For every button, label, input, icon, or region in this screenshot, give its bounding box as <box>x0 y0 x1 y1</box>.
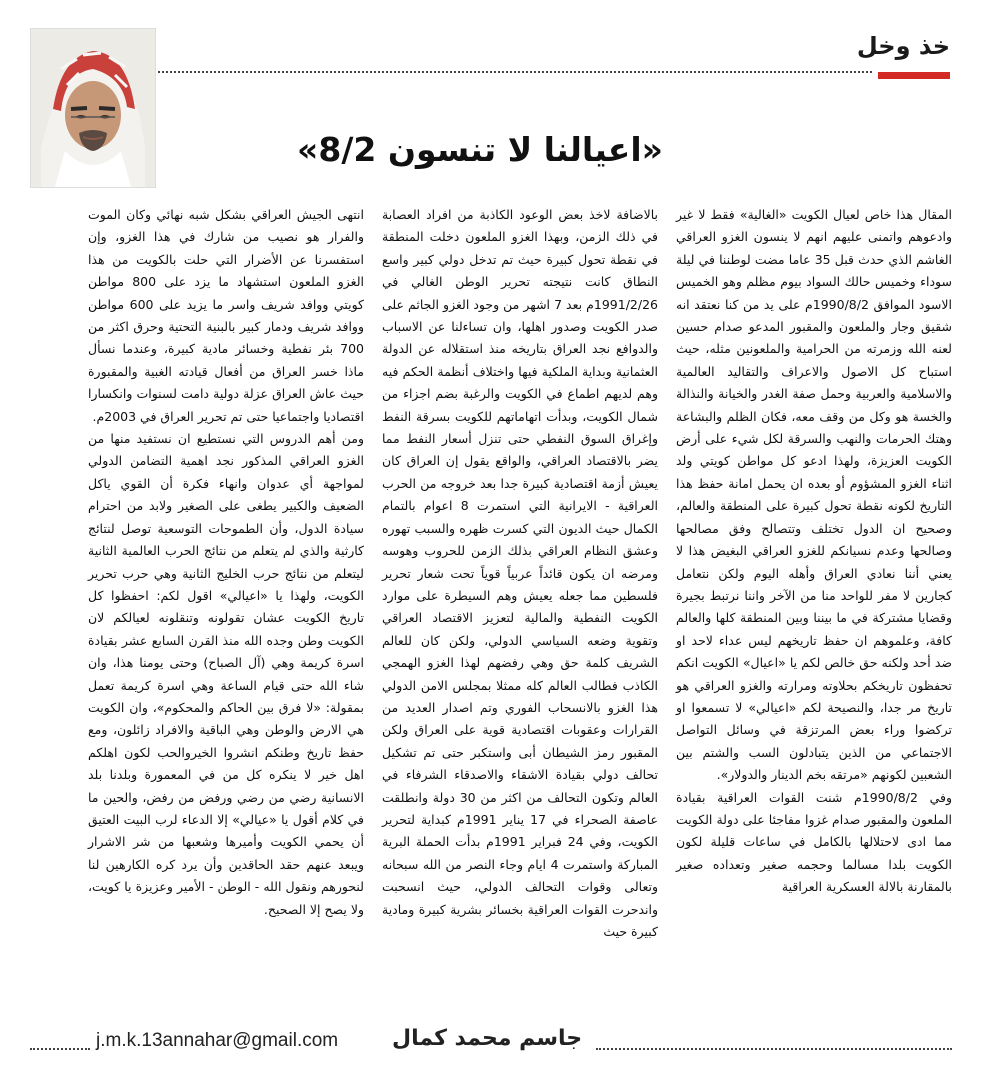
article-footer <box>0 1026 984 1058</box>
footer-divider-right <box>596 1048 952 1050</box>
article-column-3 <box>88 204 364 921</box>
paragraph: بالاضافة لاخذ بعض الوعود الكاذبة من افراد العصابة في ذلك الزمن، وبهذا الغزو الملعون دخلت المنطقة في نقطة تحول كبيرة حيث تم تدخل دولي كبير واسع النطاق كانت نتيجته تحرير الوطن الغالي في 1991/2/26م بعد 7 اشهر من وجود الغزو الجاثم على صدر الكويت وصدور اهلها، وان تساءلنا عن الاسباب والدوافع نجد العراق بتاريخه منذ استقلاله عن الدولة العثمانية وبداية الملكية فيها واختلاف أنظمة الحكم فيه وهم لديهم اطماع في الكويت والرغبة بضم اجزاء من شمال الكويت، وبدأت اتهاماتهم للكويت بسرقة النفط وإغراق السوق النفطي حتى تنزل أسعار النفط مما يضر بالاقتصاد العراقي، والواقع يقول إن العراق كان يعيش أزمة اقتصادية كبيرة جدا بعد خروجه من الحرب العراقية - الايرانية التي استمرت 8 اعوام بالتمام الكمال حيث الديون التي كسرت ظهره والسبب تهوره وعشق النظام العراقي بذلك الزمن للحروب وهوسه ومرضه ان يكون قائداً عربياً قوياً تحت شعار تحرير فلسطين مما جعله يعيش وهم السيطرة على موارد الكويت النفطية والمالية لتعزيز الاقتصاد العراقي وتقوية وضعه السياسي الدولي، ولكن كان للعالم الشريف كلمة حق وهي رفضهم لهذا الغزو الهمجي الكاذب فطالب العالم كله ممثلا بمجلس الامن الدولي هذا الغزو بالانسحاب الفوري وتم اصدار العديد من القرارات وعقوبات اقتصادية قوية على العراق ولكن المقبور رمز الشيطان أبى واستكبر حتى تم تشكيل تحالف دولي بقيادة الاشقاء والاصدقاء الشرفاء في العالم وتكون التحالف من اكثر من 30 دولة وانطلقت عاصفة الصحراء في 17 يناير 1991م كبداية لتحرير الكويت، وفي 24 فبراير 1991م بدأت الحملة البرية المباركة واستمرت 4 ايام وجاء النصر من الله سبحانه وتعالى وقوات التحالف الدولي، حيث انسحبت واندحرت القوات العراقية بخسائر بشرية كبيرة ومادية كبيرة حيث <box>382 207 658 939</box>
article-column-2 <box>382 204 658 943</box>
author-email[interactable]: j.m.k.13annahar@gmail.com <box>96 1030 339 1051</box>
footer-divider-left <box>30 1048 90 1050</box>
author-name: جاسم محمد كمال <box>392 1026 583 1051</box>
paragraph: ومن أهم الدروس التي نستطيع ان نستفيد منها من الغزو العراقي المذكور نجد اهمية التضامن الدولي لمواجهة أي عدوان وانهاء فكرة أن القوي ياكل الضعيف والكبير يطغى على الصغير ولابد من احترام سيادة الدول، وأن الطموحات التوسعية توصل لنتائج كارثية والذي لم يتعلم من نتائج الحرب العالمية الثانية ليتعلم من نتائج حرب الخليج الثانية وهي حرب تحرير الكويت، ولهذا يا «اعيالي» اقول لكم: احفظوا كل تاريخ الكويت عشان تقولونه وتنقلونه لعيالكم لان الكويت وطن وجده الله منذ القرن السابع عشر بقيادة اسرة كريمة وهي (آل الصباح) وحتى يومنا هذا، وان شاء الله حتى قيام الساعة وهي اسرة كريمة تعمل بمقولة: «لا فرق بين الحاكم والمحكوم»، وان الكويت هي الارض والوطن وهي الباقية والافراد زائلون، ومع حفظ تاريخ وطنكم انشروا الخيروالحب لكون اهلكم اهل خير لا ينكره كل من في المعمورة وبلدنا بلد الانسانية رضي من رضي ورفض من رفض، والحين ما في كلام أقول يا «عيالي» إلا الدعاء لرب البيت العتيق أن يحمي الكويت وأميرها وشعبها من شر الاشرار ويبعد عنهم حقد الحاقدين وأن يرد كره الكارهين لنا لنحورهم ونقول الله - الوطن - الأمير وعزيزة يا كويت، ولا يصح إلا الصحيح. <box>88 431 364 917</box>
section-title: خذ وخل <box>856 32 950 60</box>
header-divider <box>158 71 872 73</box>
article-headline: «اعيالنا لا تنسون 8/2» <box>297 130 663 169</box>
author-photo <box>30 28 156 188</box>
article-column-1 <box>676 204 952 899</box>
paragraph: وفي 1990/8/2م شنت القوات العراقية بقيادة الملعون والمقبور صدام غزوا مفاجئا على دولة الكويت مما ادى لاحتلالها بالكامل في ساعات قليلة لكون الكويت بلدا مسالما وحجمه صغير وتعداده صغير بالمقارنة بالالة العسكرية العراقية <box>676 789 952 895</box>
paragraph: انتهى الجيش العراقي بشكل شبه نهائي وكان الموت والفرار هو نصيب من شارك في هذا الغزو، وإن استفسرنا عن الأضرار التي حلت بالكويت من هذا الغزو الملعون استشهاد ما يزد على 800 مواطن كويتي ووافد شريف واسر ما يزيد على 600 مواطن ووافد شريف ودمار كبير بالبنية التحتية وحرق اكثر من 700 بئر نفطية وخسائر مادية كبيرة، وعندما نسأل ماذا خسر العراق من أفعال قيادته الغبية والمقبورة حيث عاش العراق عزلة دولية دامت لسنوات وانكسارا اقتصاديا واجتماعيا حتى تم تحرير العراق في 2003م. <box>88 207 364 424</box>
section-accent-bar <box>878 72 950 79</box>
paragraph: المقال هذا خاص لعيال الكويت «الغالية» فقط لا غير وادعوهم واتمنى عليهم انهم لا ينسون الغزو العراقي الغاشم الذي حدث قبل 35 عاما مضت لوطننا في ليلة سوداء وخميس حالك السواد بيوم مظلم وهو الخميس الاسود الموافق 1990/8/2م على يد من كنا نعتقد انه شقيق وجار والملعون والمقبور المدعو صدام حسين لعنه الله وزمرته من الحرامية والملعونين مثله، حيث استباح كل الاصول والاعراف والتقاليد العالمية والاسلامية والعربية وحمل صفة الغدر والخيانة والنذالة والخسة هو وكل من وقف معه، فكان الظلم والبشاعة وهتك الحرمات والنهب والسرقة لكل شيء على أرض الكويت العزيزة، ولهذا ادعو كل مواطن كويتي ولد اثناء الغزو المشؤوم أو بعده ان يحمل امانة حفظ هذا التاريخ لكونه نقطة تحول كبيرة على المنطقة والعالم، وصحيح ان الدول تختلف وتتصالح وفق مصالحها وصالحها وعدم نسيانكم للغزو العراقي البغيض هذا لا يعني أننا نعادي العراق وأهله اليوم ولكن نتعامل كجارين لا مفر للواحد منا من الآخر واننا نرتبط بجيرة وقضايا مشتركة في ما بيننا وبين المنطقة كلها والعالم كافة، وعلموهم ان حفظ تاريخهم ليس عداء لاحد او ضد أحد ولكنه حق خالص لكم يا «اعيال» الكويت انكم تحفظون تاريخكم بحلاوته ومرارته والغزو العراقي هو تاريخ مر جدا، والنصيحة لكم «اعيالي» لا تسمعوا او تركضوا وراء بعض المرتزقة في وسائل التواصل الاجتماعي من الذين يتبادلون السب والشتم بين الشعبين لكونهم «مرتقه بخم الدينار والدولار». <box>676 207 952 783</box>
author-portrait-icon <box>31 29 155 187</box>
